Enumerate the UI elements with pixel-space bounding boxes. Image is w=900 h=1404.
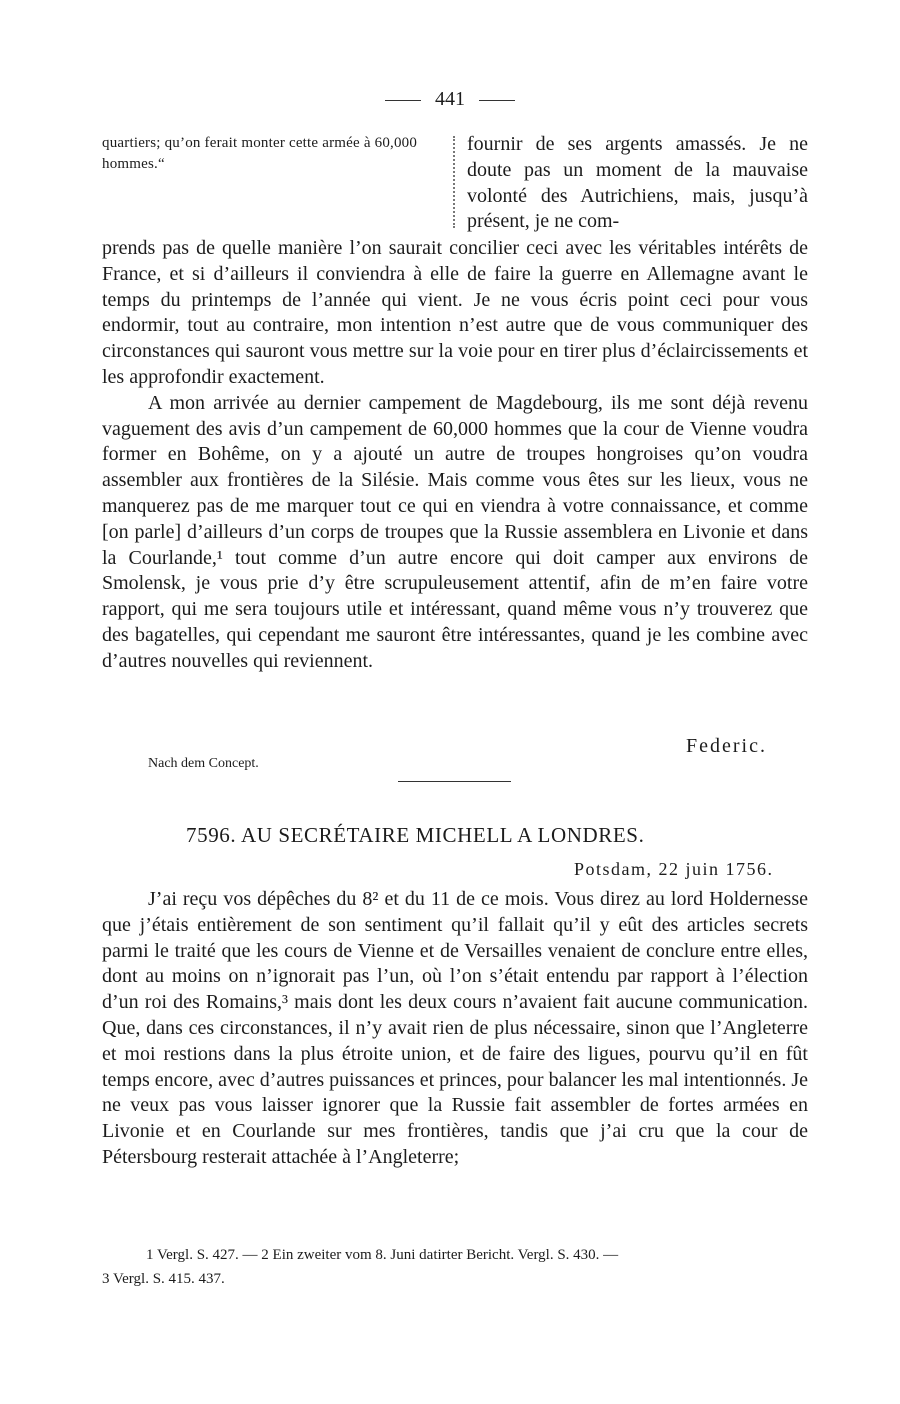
previous-document-fragment: quartiers; qu’on ferait monter cette armée à 60,000 hommes.“ bbox=[102, 135, 418, 172]
page-number: 441 bbox=[435, 88, 465, 110]
section-divider bbox=[398, 781, 511, 782]
letter-fragment-start: fournir de ses argents amassés. Je ne doute pas un moment de la mauvaise volonté des Autrichiens, mais, jusqu’à présent, je ne com- bbox=[467, 133, 808, 233]
header-rule-left bbox=[385, 100, 421, 101]
letter-title: 7596. AU SECRÉTAIRE MICHELL A LONDRES. bbox=[186, 823, 645, 847]
letter-body bbox=[102, 887, 808, 1171]
letter-body-continuation bbox=[102, 236, 808, 675]
footnote-line-1: 1 Vergl. S. 427. — 2 Ein zweiter vom 8. Juni datirter Bericht. Vergl. S. 430. — bbox=[146, 1247, 619, 1263]
paragraph-continuation: prends pas de quelle manière l’on saurait concilier ceci avec les véritables intérêts de France, et si d’ailleurs il conviendra à elle de faire la guerre en Allemagne avant le temps du printemps de l’année qui vient. Je ne vous écris point ceci pour vous endormir, tout au contraire, mon intention n’est autre que de vous communiquer des circonstances qui sauront vous mettre sur la voie pour en tirer plus d’éclaircissements et les approfondir exactement. bbox=[102, 237, 808, 388]
header-rule-right bbox=[479, 100, 515, 101]
column-separator bbox=[453, 136, 455, 228]
page-header bbox=[0, 88, 900, 111]
source-note: Nach dem Concept. bbox=[148, 756, 259, 771]
letter-paragraph: J’ai reçu vos dépêches du 8² et du 11 de ce mois. Vous direz au lord Holdernesse que j’étais entièrement de son sentiment qu’il fallait qu’il y eût des articles secrets parmi le traité que les cours de Vienne et de Versailles venaient de conclure entre elles, dont au moins on n’ignorait pas l’un, où l’on s’était entendu par rapport à l’élection d’un roi des Romains,³ mais dont les deux cours n’avaient fait aucune communication. Que, dans ces circonstances, il n’y avait rien de plus nécessaire, sinon que l’Angleterre et moi restions dans la plus étroite union, et de faire des ligues, pourvu qu’il en fût temps encore, avec d’autres puissances et princes, pour balancer les mal intentionnés. Je ne veux pas vous laisser ignorer que la Russie fait assembler de fortes armées en Livonie et en Courlande sur mes frontières, tandis que j’ai cru que la cour de Pétersbourg resterait attachée à l’Angleterre; bbox=[102, 888, 808, 1168]
signature: Federic. bbox=[686, 735, 767, 757]
letter-dateline: Potsdam, 22 juin 1756. bbox=[574, 859, 774, 879]
footnotes bbox=[102, 1243, 808, 1291]
footnote-line-2: 3 Vergl. S. 415. 437. bbox=[102, 1271, 225, 1287]
paragraph-2: A mon arrivée au dernier campement de Magdebourg, ils me sont déjà revenu vaguement des avis d’un campement de 60,000 hommes que la cour de Vienne voudra former en Bohême, on y a ajouté un autre de troupes hongroises qu’on voudra assembler aux frontières de la Silésie. Mais comme vous êtes sur les lieux, vous ne manquerez pas de me marquer tout ce qui en viendra à votre connaissance, et comme [on parle] d’ailleurs d’un corps de troupes que la Russie assemblera en Livonie et dans la Courlande,¹ tout comme d’un autre encore qui doit camper aux environs de Smolensk, je vous prie d’y être scrupuleusement attentif, afin de m’en faire votre rapport, qui me sera toujours utile et intéressant, quand même vous n’y trouverez que des bagatelles, qui cependant me sauront être intéressantes, quand je les combine avec d’autres nouvelles qui reviennent. bbox=[102, 391, 808, 672]
